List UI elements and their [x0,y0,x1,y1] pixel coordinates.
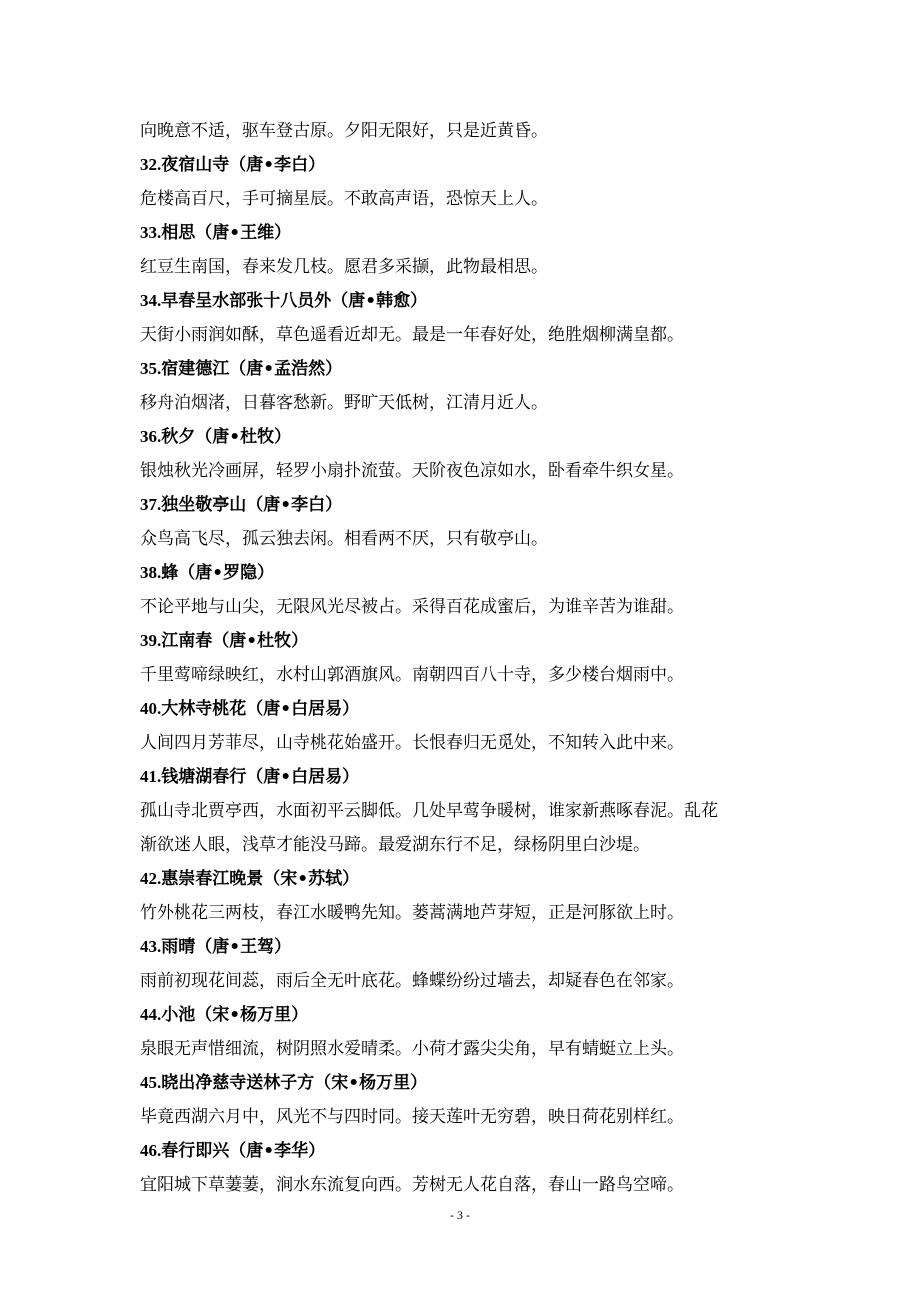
poem-title-text: 小池（宋•杨万里） [161,1005,309,1025]
poem-title [140,488,780,522]
poem-text: 天街小雨润如酥，草色遥看近却无。最是一年春好处，绝胜烟柳满皇都。 [140,325,684,345]
poem-title [140,760,780,794]
poem-number: 45. [140,1073,162,1092]
poem-title [140,692,780,726]
poem-text: 宜阳城下草萋萋，涧水东流复向西。芳树无人花自落，春山一路鸟空啼。 [140,1175,684,1195]
poem-text: 不论平地与山尖，无限风光尽被占。采得百花成蜜后，为谁辛苦为谁甜。 [140,597,684,617]
poem-text: 渐欲迷人眼，浅草才能没马蹄。最爱湖东行不足，绿杨阴里白沙堤。 [140,835,650,855]
poem-text: 银烛秋光冷画屏，轻罗小扇扑流萤。天阶夜色凉如水，卧看牵牛织女星。 [140,461,684,481]
poem-text: 千里莺啼绿映红，水村山郭酒旗风。南朝四百八十寺，多少楼台烟雨中。 [140,665,684,685]
poem-text: 雨前初现花间蕊，雨后全无叶底花。蜂蝶纷纷过墙去，却疑春色在邻家。 [140,971,684,991]
poem-number: 42. [140,869,162,888]
poem-number: 39. [140,631,162,650]
poem-title-text: 早春呈水部张十八员外（唐•韩愈） [161,291,428,311]
poem-number: 36. [140,427,162,446]
poem-title-text: 春行即兴（唐•李华） [161,1141,326,1161]
poem-title [140,284,780,318]
poem-title-text: 钱塘湖春行（唐•白居易） [161,767,360,787]
poem-title [140,352,780,386]
poem-number: 44. [140,1005,162,1024]
poem-title [140,930,780,964]
poem-title-text: 大林寺桃花（唐•白居易） [161,699,360,719]
poem-title [140,1066,780,1100]
poem-title-text: 夜宿山寺（唐•李白） [161,155,326,175]
poem-number: 38. [140,563,162,582]
poem-title-text: 秋夕（唐•杜牧） [161,427,292,447]
poem-number: 40. [140,699,162,718]
poem-text: 人间四月芳菲尽，山寺桃花始盛开。长恨春归无觅处，不知转入此中来。 [140,733,684,753]
poem-title-text: 相思（唐•王维） [161,223,292,243]
poem-text: 毕竟西湖六月中，风光不与四时同。接天莲叶无穷碧，映日荷花别样红。 [140,1107,684,1127]
page-number: - 3 - [450,1208,470,1222]
poem-title-text: 独坐敬亭山（唐•李白） [161,495,343,515]
poem-title-text: 蜂（唐•罗隐） [161,563,275,583]
poem-list [140,114,780,1202]
poem-text: 竹外桃花三两枝，春江水暖鸭先知。蒌蒿满地芦芽短，正是河豚欲上时。 [140,903,684,923]
poem-title [140,862,780,896]
poem-title [140,556,780,590]
poem-title [140,148,780,182]
poem-text: 泉眼无声惜细流，树阴照水爱晴柔。小荷才露尖尖角，早有蜻蜓立上头。 [140,1039,684,1059]
poem-number: 33. [140,223,162,242]
poem-number: 46. [140,1141,162,1160]
poem-text: 危楼高百尺，手可摘星辰。不敢高声语，恐惊天上人。 [140,189,548,209]
poem-title [140,998,780,1032]
poem-text: 移舟泊烟渚，日暮客愁新。野旷天低树，江清月近人。 [140,393,548,413]
poem-number: 37. [140,495,162,514]
poem-title-text: 晓出净慈寺送林子方（宋•杨万里） [161,1073,428,1093]
poem-text: 红豆生南国，春来发几枝。愿君多采撷，此物最相思。 [140,257,548,277]
poem-number: 35. [140,359,162,378]
poem-title-text: 江南春（唐•杜牧） [161,631,309,651]
poem-title [140,1134,780,1168]
poem-title [140,420,780,454]
poem-title-text: 惠崇春江晚景（宋•苏轼） [161,869,360,889]
poem-number: 34. [140,291,162,310]
poem-title-text: 宿建德江（唐•孟浩然） [161,359,343,379]
poem-number: 43. [140,937,162,956]
poem-number: 32. [140,155,162,174]
poem-text: 孤山寺北贾亭西，水面初平云脚低。几处早莺争暖树，谁家新燕啄春泥。乱花 [140,801,718,821]
poem-title [140,216,780,250]
poem-title [140,624,780,658]
poem-number: 41. [140,767,162,786]
poem-title-text: 雨晴（唐•王驾） [161,937,292,957]
poem-text: 向晚意不适，驱车登古原。夕阳无限好，只是近黄昏。 [140,121,548,141]
poem-text: 众鸟高飞尽，孤云独去闲。相看两不厌，只有敬亭山。 [140,529,548,549]
